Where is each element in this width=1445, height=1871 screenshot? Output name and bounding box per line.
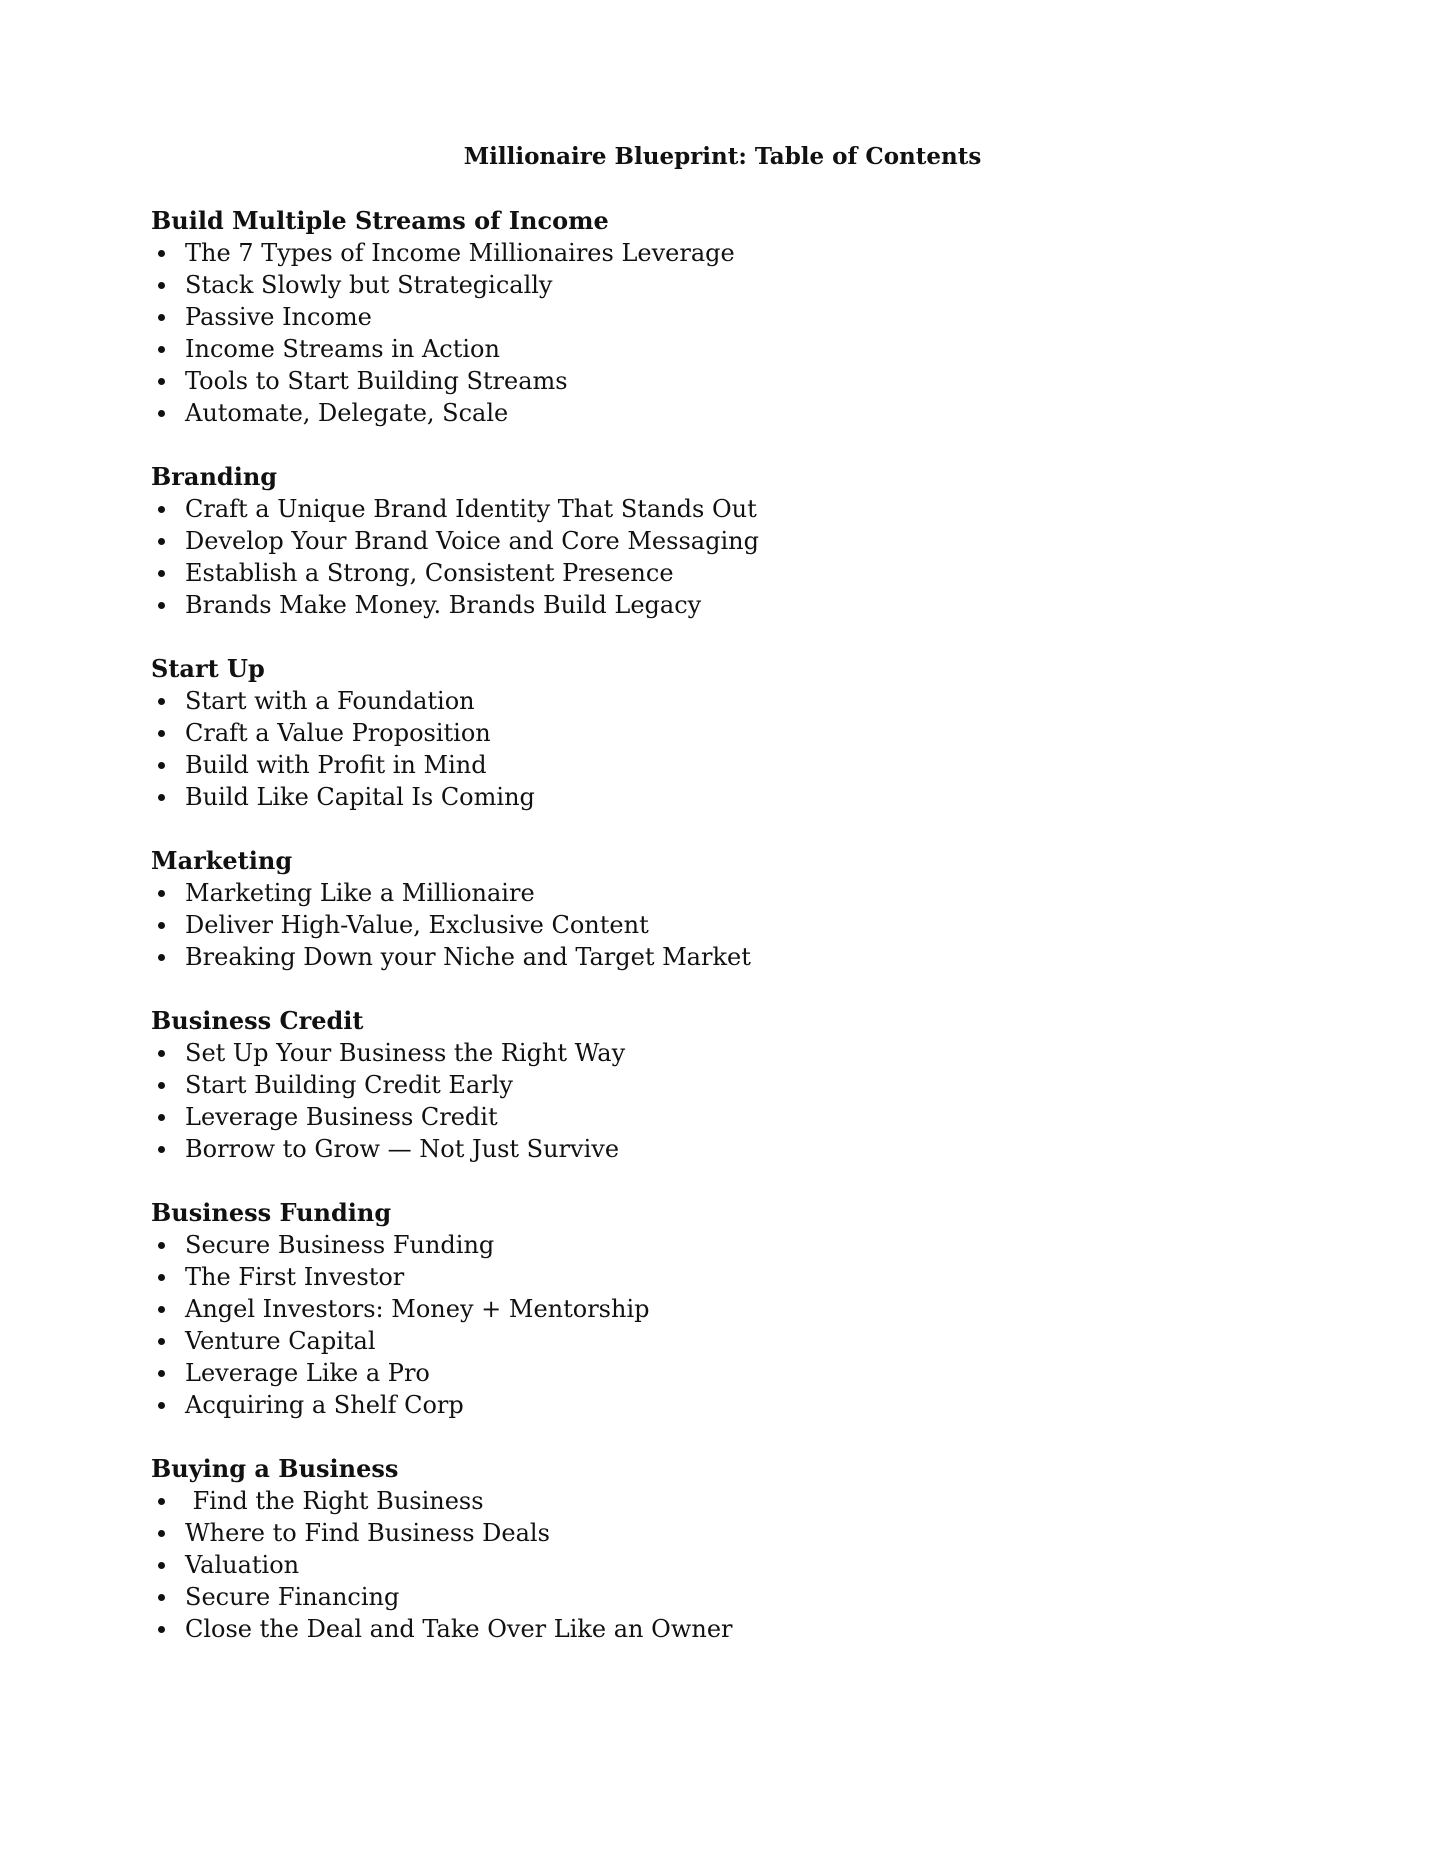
bullet-icon [158,1370,165,1377]
bullet-icon [158,1306,165,1313]
section-heading: Start Up [151,654,265,683]
bullet-list [151,685,1251,813]
list-item [151,909,1251,941]
list-item-text: Automate, Delegate, Scale [185,399,509,427]
table-of-contents [151,205,1251,1677]
list-item-text: Breaking Down your Niche and Target Market [185,943,751,971]
list-item-text: Find the Right Business [185,1487,484,1515]
list-item [151,365,1251,397]
list-item [151,1293,1251,1325]
list-item [151,1229,1251,1261]
bullet-icon [158,378,165,385]
toc-section [151,1453,1251,1645]
toc-section [151,205,1251,429]
list-item-text: Establish a Strong, Consistent Presence [185,559,674,587]
list-item [151,1549,1251,1581]
bullet-icon [158,282,165,289]
list-item-text: Tools to Start Building Streams [185,367,568,395]
section-heading: Buying a Business [151,1454,399,1483]
bullet-icon [158,1082,165,1089]
list-item-text: Venture Capital [185,1327,376,1355]
list-item-text: Stack Slowly but Strategically [185,271,553,299]
list-item [151,237,1251,269]
bullet-icon [158,1114,165,1121]
list-item-text: Build Like Capital Is Coming [185,783,535,811]
list-item-text: Craft a Unique Brand Identity That Stands Out [185,495,757,523]
section-heading: Build Multiple Streams of Income [151,206,609,235]
list-item-text: Brands Make Money. Brands Build Legacy [185,591,702,619]
list-item-text: Secure Business Funding [185,1231,495,1259]
list-item [151,1037,1251,1069]
bullet-icon [158,1498,165,1505]
section-heading: Branding [151,462,278,491]
bullet-icon [158,890,165,897]
bullet-icon [158,954,165,961]
bullet-list [151,1037,1251,1165]
bullet-icon [158,314,165,321]
section-heading: Marketing [151,846,293,875]
list-item-text: Marketing Like a Millionaire [185,879,535,907]
bullet-icon [158,730,165,737]
list-item-text: Deliver High-Value, Exclusive Content [185,911,649,939]
list-item-text: The First Investor [185,1263,405,1291]
list-item [151,1581,1251,1613]
bullet-icon [158,1274,165,1281]
list-item-text: Passive Income [185,303,372,331]
list-item [151,1133,1251,1165]
list-item-text: Craft a Value Proposition [185,719,491,747]
list-item [151,749,1251,781]
list-item [151,493,1251,525]
bullet-list [151,237,1251,429]
bullet-icon [158,1402,165,1409]
list-item [151,685,1251,717]
list-item [151,1325,1251,1357]
list-item [151,269,1251,301]
list-item [151,781,1251,813]
list-item [151,877,1251,909]
list-item-text: Valuation [185,1551,300,1579]
list-item-text: Start Building Credit Early [185,1071,513,1099]
list-item-text: Where to Find Business Deals [185,1519,550,1547]
list-item [151,397,1251,429]
bullet-icon [158,570,165,577]
list-item [151,1389,1251,1421]
bullet-icon [158,1530,165,1537]
list-item-text: Develop Your Brand Voice and Core Messaging [185,527,759,555]
list-item [151,1613,1251,1645]
list-item [151,525,1251,557]
list-item-text: Borrow to Grow — Not Just Survive [185,1135,620,1163]
list-item [151,1517,1251,1549]
toc-section [151,653,1251,813]
bullet-icon [158,602,165,609]
list-item-text: Income Streams in Action [185,335,500,363]
list-item-text: Build with Profit in Mind [185,751,487,779]
list-item [151,557,1251,589]
bullet-icon [158,346,165,353]
bullet-icon [158,1594,165,1601]
section-heading: Business Funding [151,1198,392,1227]
bullet-icon [158,1562,165,1569]
list-item-text: Leverage Business Credit [185,1103,498,1131]
list-item [151,1101,1251,1133]
list-item-text: Leverage Like a Pro [185,1359,430,1387]
bullet-icon [158,922,165,929]
bullet-icon [158,1338,165,1345]
bullet-icon [158,1242,165,1249]
list-item-text: Set Up Your Business the Right Way [185,1039,626,1067]
bullet-icon [158,250,165,257]
list-item-text: Start with a Foundation [185,687,475,715]
list-item [151,301,1251,333]
bullet-list [151,493,1251,621]
list-item [151,1485,1251,1517]
toc-section [151,1005,1251,1165]
bullet-icon [158,1050,165,1057]
bullet-list [151,1485,1251,1645]
list-item [151,1357,1251,1389]
list-item [151,1069,1251,1101]
list-item-text: Close the Deal and Take Over Like an Owner [185,1615,733,1643]
bullet-icon [158,762,165,769]
list-item [151,941,1251,973]
list-item-text: The 7 Types of Income Millionaires Leverage [185,239,735,267]
bullet-icon [158,1626,165,1633]
bullet-icon [158,410,165,417]
page-title: Millionaire Blueprint: Table of Contents [463,143,982,170]
bullet-list [151,1229,1251,1421]
list-item [151,717,1251,749]
list-item-text: Acquiring a Shelf Corp [185,1391,464,1419]
list-item [151,333,1251,365]
list-item-text: Secure Financing [185,1583,400,1611]
bullet-icon [158,794,165,801]
bullet-icon [158,698,165,705]
bullet-list [151,877,1251,973]
section-heading: Business Credit [151,1006,364,1035]
list-item-text: Angel Investors: Money + Mentorship [185,1295,650,1323]
list-item [151,1261,1251,1293]
toc-section [151,461,1251,621]
toc-section [151,1197,1251,1421]
bullet-icon [158,538,165,545]
toc-section [151,845,1251,973]
list-item [151,589,1251,621]
bullet-icon [158,1146,165,1153]
bullet-icon [158,506,165,513]
